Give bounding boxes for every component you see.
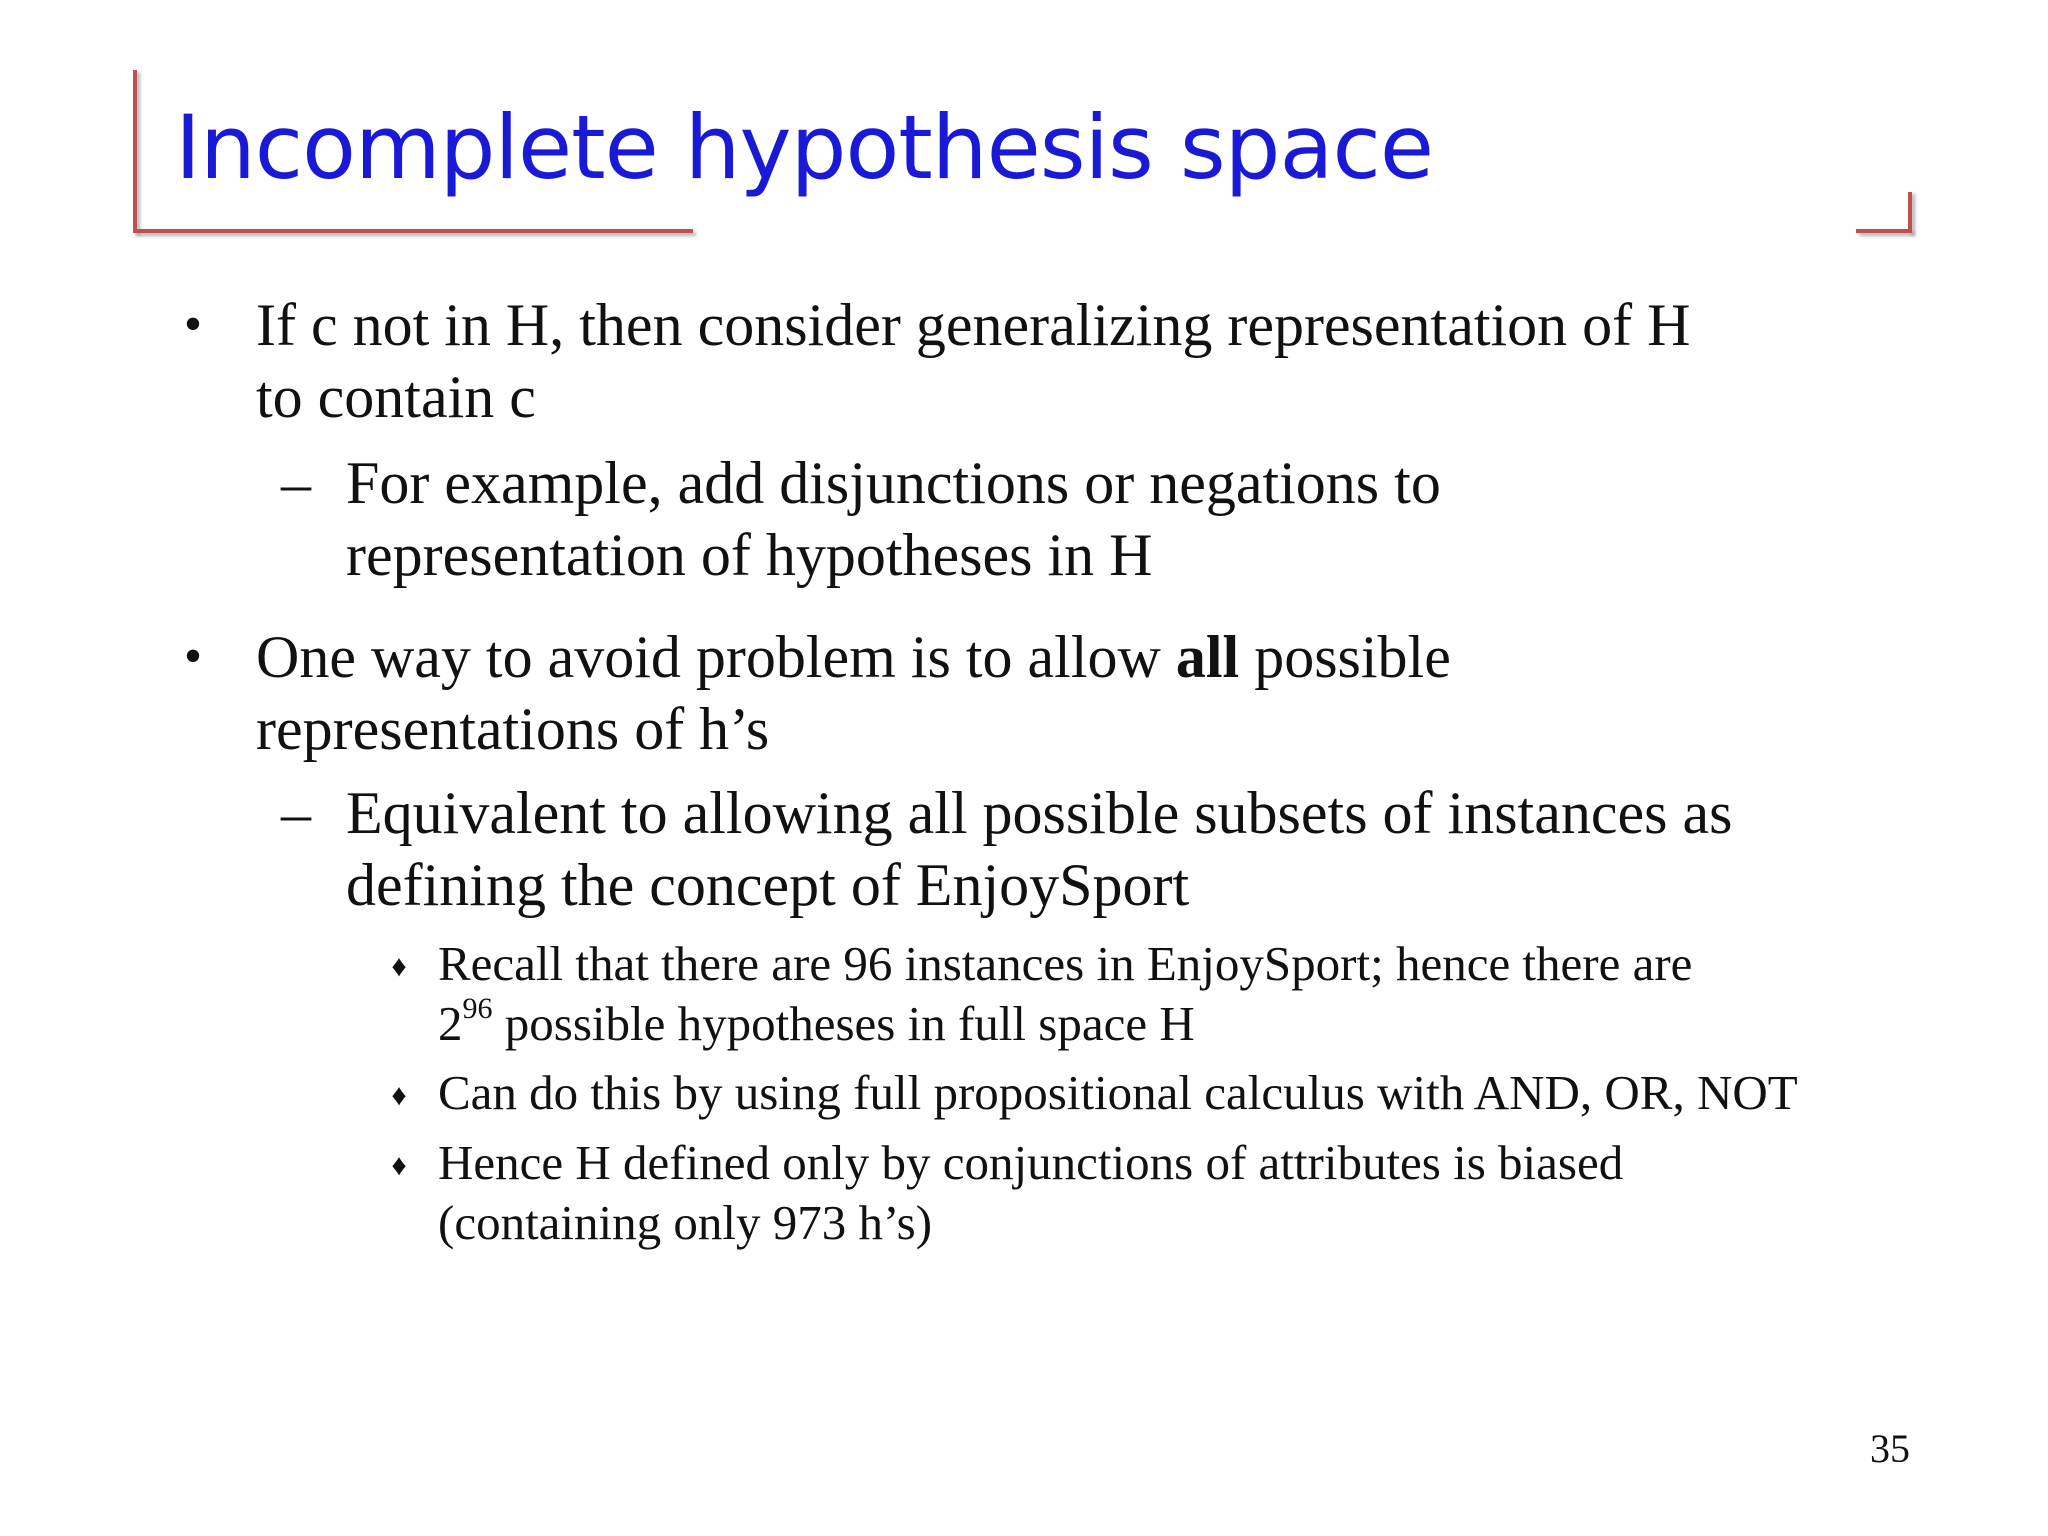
page-number: 35 <box>1870 1426 1910 1471</box>
sub-sub-bullet-c-line-1: Hence H defined only by conjunctions of attributes is biased <box>438 1135 1624 1190</box>
sub-sub-bullet-c-line-2: (containing only 973 h’s) <box>438 1195 933 1250</box>
diamond-marker: ♦ <box>391 1079 407 1112</box>
sub-bullet-1-1-line-2: representation of hypotheses in H <box>346 522 1153 588</box>
title-frame-corner-horizontal <box>1856 229 1912 233</box>
title-frame-left-bar <box>133 70 137 233</box>
bullet-1-line-1: If c not in H, then consider generalizing representation of H <box>256 292 1691 358</box>
dash-marker: – <box>281 780 311 846</box>
bullet-1-line-2: to contain c <box>256 364 536 430</box>
sub-bullet-2-1-line-2: defining the concept of EnjoySport <box>346 852 1190 918</box>
sub-sub-bullet-a-line-2-rest: possible hypotheses in full space H <box>492 996 1195 1051</box>
sub-sub-bullet-a <box>438 934 1692 1054</box>
diamond-marker: ♦ <box>391 1149 407 1182</box>
bullet-2-line-1 <box>256 621 1451 693</box>
sub-bullet-1-1-line-1: For example, add disjunctions or negations to <box>346 450 1441 516</box>
sub-sub-bullet-b-line-1: Can do this by using full propositional calculus with AND, OR, NOT <box>438 1065 1798 1120</box>
diamond-marker: ♦ <box>391 950 407 983</box>
bullet-2 <box>256 621 1451 765</box>
title-frame-corner-vertical <box>1908 192 1912 233</box>
bullet-marker: • <box>183 296 203 353</box>
sub-sub-bullet-a-line-2 <box>438 994 1692 1054</box>
sub-bullet-2-1-line-1: Equivalent to allowing all possible subsets of instances as <box>346 780 1733 846</box>
dash-marker: – <box>281 450 311 516</box>
sub-sub-bullet-c <box>438 1133 1623 1253</box>
sub-bullet-1-1 <box>346 447 1441 591</box>
bullet-2-line-1-pre: One way to avoid problem is to allow <box>256 624 1176 690</box>
bullet-2-line-1-post: possible <box>1239 624 1451 690</box>
title-frame-bottom-bar <box>133 229 693 233</box>
bullet-1 <box>256 289 1691 433</box>
sub-sub-bullet-a-line-1: Recall that there are 96 instances in EnjoySport; hence there are <box>438 936 1693 991</box>
bullet-2-emphasis: all <box>1175 624 1240 690</box>
power-exponent: 96 <box>462 992 493 1025</box>
sub-bullet-2-1 <box>346 777 1732 921</box>
sub-sub-bullet-b <box>438 1063 1798 1123</box>
power-base: 2 <box>438 996 463 1051</box>
slide-title: Incomplete hypothesis space <box>175 96 1433 199</box>
bullet-marker: • <box>183 628 203 685</box>
bullet-2-line-2: representations of h’s <box>256 696 770 762</box>
